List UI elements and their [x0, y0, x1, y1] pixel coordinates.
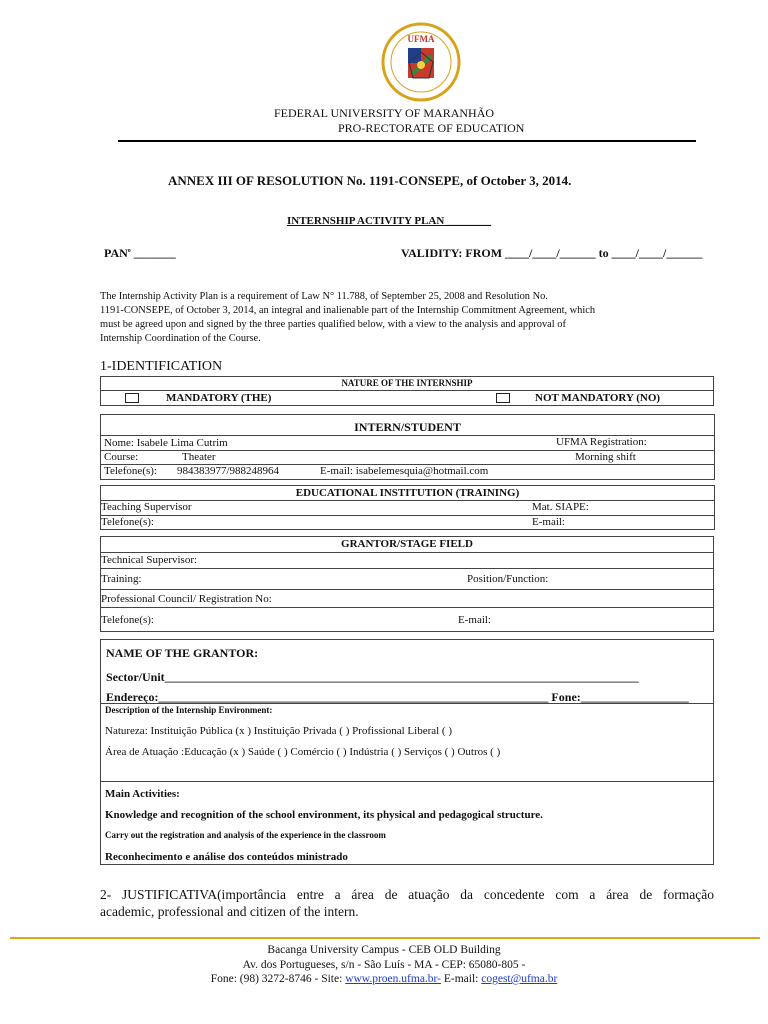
mandatory-label: MANDATORY (THE)	[166, 392, 272, 404]
course-value: Theater	[182, 451, 216, 463]
grantor-field-box	[100, 536, 714, 632]
grantor-phone-label: Telefone(s):	[101, 614, 154, 626]
footer-address-2: Av. dos Portugueses, s/n - São Luís - MA - CEP: 65080-805 -	[242, 959, 526, 971]
grantor-email-label: E-mail:	[458, 614, 491, 626]
nature-line: Natureza: Instituição Pública (x ) Instituição Privada ( ) Profissional Liberal ( )	[105, 725, 453, 737]
siape-label: Mat. SIAPE:	[532, 501, 589, 513]
logo-text: UFMA	[407, 34, 435, 44]
intro-paragraph	[100, 290, 720, 346]
training-label: Training:	[101, 573, 142, 585]
header-rule	[118, 140, 696, 142]
pan-superscript: o	[127, 248, 131, 254]
intern-phone-value: 984383977/988248964	[177, 465, 280, 477]
footer-email-label: E-mail:	[440, 973, 482, 985]
validity-field: VALIDITY: FROM ____/____/______ to ____/____/______	[401, 246, 703, 260]
footer-phone: Fone: (98) 3272-8746 - Site:	[210, 973, 346, 985]
intern-box	[100, 414, 715, 480]
institution-box	[100, 485, 715, 530]
intro-line: Internship Coordination of the Course.	[100, 333, 261, 344]
not-mandatory-label: NOT MANDATORY (NO)	[535, 392, 661, 404]
intro-line: must be agreed upon and signed by the three parties qualified below, with a view to the analysis and approval of	[100, 319, 566, 330]
pan-blank: _______	[133, 246, 176, 260]
intro-line: The Internship Activity Plan is a requirement of Law N° 11.788, of September 25, 2008 and Resolution No.	[100, 291, 548, 302]
footer-contacts	[0, 972, 768, 986]
course-label: Course:	[104, 451, 139, 463]
main-activities-title: Main Activities:	[105, 788, 180, 800]
footer-address-1: Bacanga University Campus - CEB OLD Building	[267, 944, 501, 956]
council-label: Professional Council/ Registration No:	[101, 593, 272, 605]
plan-subtitle: INTERNSHIP ACTIVITY PLAN ________	[287, 215, 492, 227]
mandatory-checkbox[interactable]	[125, 393, 139, 403]
area-line: Área de Atuação :Educação (x ) Saúde ( ) Comércio ( ) Indústria ( ) Serviços ( ) Outros ( )	[105, 746, 501, 758]
grantor-name-label: NAME OF THE GRANTOR:	[106, 646, 259, 660]
intern-header: INTERN/STUDENT	[354, 420, 461, 434]
intern-name: Nome: Isabele Lima Cutrim	[104, 437, 228, 449]
intern-email: E-mail: isabelemesquia@hotmail.com	[320, 465, 489, 477]
grantor-field-header: GRANTOR/STAGE FIELD	[341, 538, 473, 550]
shift-value: Morning shift	[575, 451, 636, 463]
ufma-logo	[381, 22, 461, 102]
institution-email-label: E-mail:	[532, 516, 565, 528]
registration-label: UFMA Registration:	[556, 436, 647, 448]
pan-field	[104, 246, 176, 261]
footer-email-link[interactable]: cogest@ufma.br	[481, 973, 558, 985]
institution-header: EDUCATIONAL INSTITUTION (TRAINING)	[295, 487, 520, 499]
rectorate-name: PRO-RECTORATE OF EDUCATION	[338, 121, 525, 135]
teaching-supervisor-label: Teaching Supervisor	[101, 501, 192, 513]
section-justification-cont: academic, professional and citizen of the intern.	[100, 904, 359, 919]
activity-item: Carry out the registration and analysis of the experience in the classroom	[105, 830, 386, 840]
address-field: Endereço:_________________________________________________________________ Fone:__________________	[106, 690, 689, 704]
annex-title: ANNEX III OF RESOLUTION No. 1191-CONSEPE, of October 3, 2014.	[168, 173, 572, 188]
pan-label: PAN	[104, 246, 128, 260]
section-justification: 2- JUSTIFICATIVA(importância entre a área de atuação da concedente com a área de formação	[100, 887, 714, 902]
nature-header: NATURE OF THE INTERNSHIP	[341, 378, 473, 388]
intern-phone-label: Telefone(s):	[104, 465, 157, 477]
sector-unit-field: Sector/Unit_______________________________________________________________________________	[106, 670, 639, 684]
nature-box	[100, 376, 714, 406]
activity-item: Reconhecimento e análise dos conteúdos ministrado	[105, 851, 348, 863]
technical-supervisor-label: Technical Supervisor:	[101, 554, 198, 566]
environment-title: Description of the Internship Environment:	[105, 705, 273, 715]
position-label: Position/Function:	[467, 573, 549, 585]
institution-phone-label: Telefone(s):	[101, 516, 154, 528]
university-name: FEDERAL UNIVERSITY OF MARANHÃO	[273, 106, 495, 120]
footer-site-link[interactable]: www.proen.ufma.br-	[345, 973, 441, 985]
section-identification: 1-IDENTIFICATION	[100, 359, 223, 374]
intro-line: 1191-CONSEPE, of October 3, 2014, an integral and inalienable part of the Internship Commitment Agreement, which	[100, 305, 596, 316]
activity-item: Knowledge and recognition of the school environment, its physical and pedagogical structure.	[105, 809, 543, 821]
grantor-box	[100, 639, 714, 865]
footer-rule	[10, 937, 760, 939]
not-mandatory-checkbox[interactable]	[496, 393, 510, 403]
